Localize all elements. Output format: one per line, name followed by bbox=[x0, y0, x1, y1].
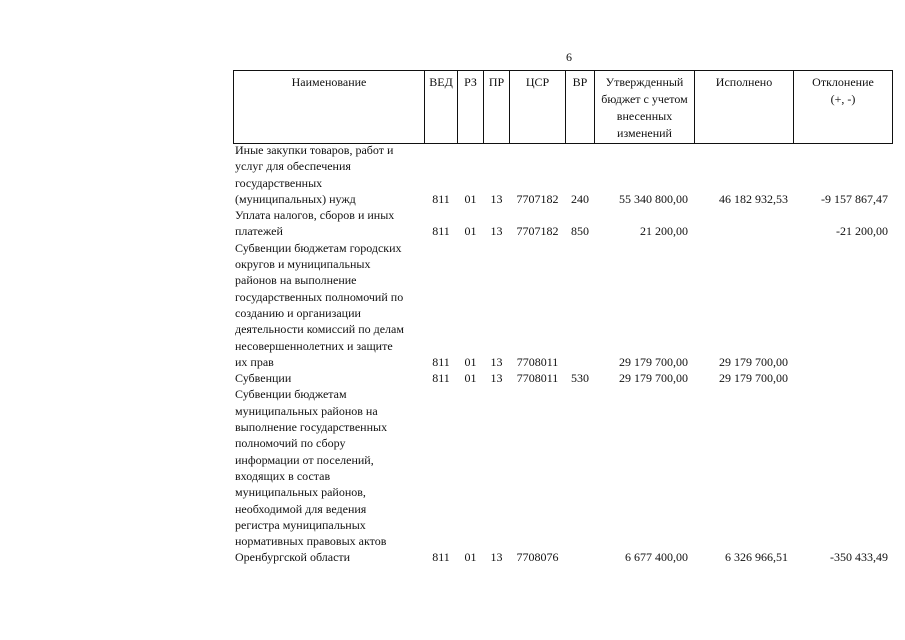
row-name-line: услуг для обеспечения bbox=[235, 159, 351, 174]
cell-ved: 811 bbox=[432, 224, 450, 239]
table-header bbox=[233, 70, 893, 144]
row-name-line: нормативных правовых актов bbox=[235, 534, 387, 549]
row-name-line: Иные закупки товаров, работ и bbox=[235, 143, 394, 157]
row-name-line: входящих в состав bbox=[235, 468, 331, 483]
row-name bbox=[233, 386, 421, 565]
table-row bbox=[233, 142, 893, 207]
cell-budget: 21 200,00 bbox=[640, 224, 688, 239]
cell-budget: 55 340 800,00 bbox=[619, 191, 688, 206]
header-budget-line: изменений bbox=[617, 126, 672, 140]
table-row bbox=[233, 370, 893, 386]
header-ved: ВЕД bbox=[425, 71, 458, 144]
cell-executed: 29 179 700,00 bbox=[719, 371, 788, 386]
header-pr: ПР bbox=[484, 71, 510, 144]
cell-csr: 7708011 bbox=[516, 371, 559, 386]
row-name-line: информации от поселений, bbox=[235, 452, 374, 467]
row-name-line: Уплата налогов, сборов и иных bbox=[235, 208, 395, 223]
cell-budget: 29 179 700,00 bbox=[619, 354, 688, 369]
header-budget bbox=[595, 71, 695, 144]
cell-ved: 811 bbox=[432, 354, 450, 369]
cell-pr: 13 bbox=[490, 354, 503, 369]
header-budget-line: бюджет с учетом bbox=[601, 92, 688, 106]
header-rz: РЗ bbox=[458, 71, 484, 144]
cell-executed: 29 179 700,00 bbox=[719, 354, 788, 369]
header-budget-line: внесенных bbox=[616, 109, 673, 123]
row-name-line: Субвенции бюджетам bbox=[235, 387, 347, 402]
cell-vr: 240 bbox=[571, 191, 589, 206]
row-name-line: платежей bbox=[235, 224, 283, 239]
row-name-line: несовершеннолетних и защите bbox=[235, 338, 393, 353]
row-name-line: регистра муниципальных bbox=[235, 517, 366, 532]
cell-vr: 530 bbox=[571, 371, 589, 386]
row-name-line: государственных bbox=[235, 175, 323, 190]
row-name-line: муниципальных районов на bbox=[235, 403, 378, 418]
cell-executed: 46 182 932,53 bbox=[719, 191, 788, 206]
row-name-line: муниципальных районов, bbox=[235, 485, 366, 500]
row-name-line: государственных полномочий по bbox=[235, 289, 404, 304]
cell-pr: 13 bbox=[490, 371, 503, 386]
row-name-line: районов на выполнение bbox=[235, 273, 357, 288]
cell-deviation: -350 433,49 bbox=[830, 550, 888, 565]
cell-ved: 811 bbox=[432, 371, 450, 386]
row-name-line: необходимой для ведения bbox=[235, 501, 367, 516]
cell-rz: 01 bbox=[464, 371, 477, 386]
table-row bbox=[233, 386, 893, 565]
header-executed: Исполнено bbox=[695, 71, 794, 144]
cell-vr: 850 bbox=[571, 224, 589, 239]
page-number: 6 bbox=[566, 50, 572, 64]
cell-deviation: -9 157 867,47 bbox=[821, 191, 888, 206]
header-deviation-line: (+, -) bbox=[830, 92, 856, 106]
cell-pr: 13 bbox=[490, 550, 503, 565]
cell-pr: 13 bbox=[490, 191, 503, 206]
row-name-line: округов и муниципальных bbox=[235, 257, 371, 272]
cell-rz: 01 bbox=[464, 550, 477, 565]
header-name: Наименование bbox=[234, 71, 425, 144]
row-name-line: полномочий по сбору bbox=[235, 436, 346, 451]
row-name-line: Субвенции бюджетам городских bbox=[235, 240, 402, 255]
cell-ved: 811 bbox=[432, 191, 450, 206]
header-deviation bbox=[794, 71, 893, 144]
cell-csr: 7707182 bbox=[516, 191, 559, 206]
row-name-line: Оренбургской области bbox=[235, 550, 351, 565]
row-name-line: деятельности комиссий по делам bbox=[235, 322, 404, 337]
header-deviation-line: Отклонение bbox=[812, 75, 874, 89]
cell-rz: 01 bbox=[464, 354, 477, 369]
cell-deviation: -21 200,00 bbox=[836, 224, 888, 239]
cell-pr: 13 bbox=[490, 224, 503, 239]
cell-csr: 7708076 bbox=[516, 550, 559, 565]
header-csr: ЦСР bbox=[510, 71, 566, 144]
cell-rz: 01 bbox=[464, 191, 477, 206]
row-name bbox=[233, 240, 421, 370]
cell-rz: 01 bbox=[464, 224, 477, 239]
table-body bbox=[233, 142, 893, 566]
header-budget-line: Утвержденный bbox=[605, 75, 684, 89]
cell-budget: 29 179 700,00 bbox=[619, 371, 688, 386]
row-name-line: созданию и организации bbox=[235, 305, 361, 320]
header-vr: ВР bbox=[566, 71, 595, 144]
row-name-line: их прав bbox=[235, 354, 274, 369]
table-row bbox=[233, 240, 893, 370]
cell-ved: 811 bbox=[432, 550, 450, 565]
row-name-line: выполнение государственных bbox=[235, 420, 388, 435]
row-name-line: (муниципальных) нужд bbox=[235, 191, 356, 206]
cell-executed: 6 326 966,51 bbox=[725, 550, 788, 565]
cell-budget: 6 677 400,00 bbox=[625, 550, 688, 565]
cell-csr: 7707182 bbox=[516, 224, 559, 239]
cell-csr: 7708011 bbox=[516, 354, 559, 369]
row-name-line: Субвенции bbox=[235, 371, 292, 386]
table-row bbox=[233, 207, 893, 240]
